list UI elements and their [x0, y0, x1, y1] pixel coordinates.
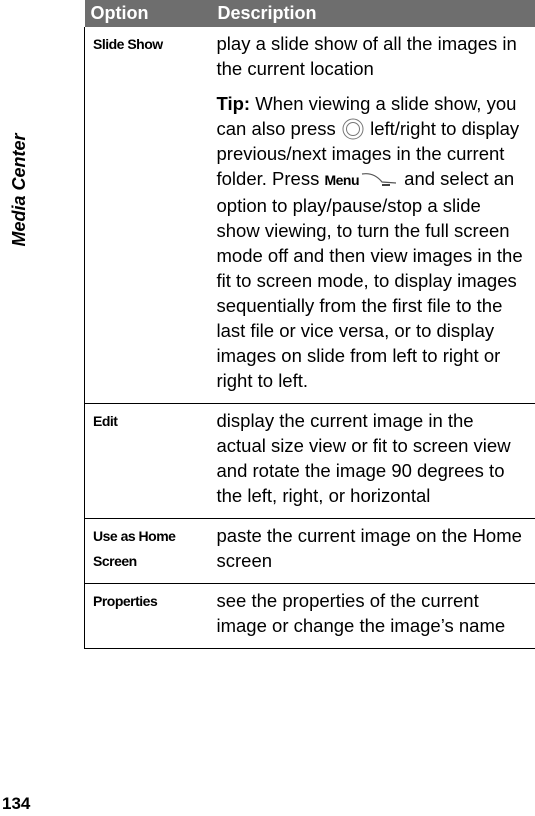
section-title: Media Center [9, 133, 29, 247]
table-row [85, 404, 535, 519]
table-row [85, 519, 535, 584]
options-table [84, 0, 535, 649]
nav-key-icon [342, 118, 364, 140]
table-row [85, 27, 535, 404]
table-row [85, 584, 535, 649]
option-description: see the properties of the current image or change the image’s name [212, 584, 535, 649]
option-description: display the current image in the actual size view or fit to screen view and rotate the image 90 degrees to the left, right, or horizontal [212, 404, 535, 519]
header-option: Option [85, 0, 212, 27]
header-description: Description [212, 0, 535, 27]
tip-text-2: left/right to display previous/next images in the current folder. Press [216, 118, 520, 189]
menu-key-label: Menu [324, 172, 360, 188]
option-name: Edit [85, 404, 212, 519]
tip-text-1: When viewing a slide show, you can also press [216, 93, 517, 139]
option-name: Use as Home Screen [85, 519, 212, 584]
option-description [212, 27, 535, 404]
page-number: 134 [2, 794, 31, 813]
tip-paragraph [217, 91, 528, 393]
menu-key-icon [360, 170, 398, 190]
option-name: Properties [85, 584, 212, 649]
tip-label: Tip: [216, 93, 251, 114]
table-header-row [85, 0, 535, 27]
option-description: paste the current image on the Home screen [212, 519, 535, 584]
option-name: Slide Show [85, 27, 212, 404]
tip-text-3: and select an option to play/pause/stop a slide show viewing, to turn the full screen mode off and then view images in the fit to screen mode, to display images sequentially from the first file to the last file or vice versa, or to display images on slide from left to right or right to left. [216, 168, 523, 391]
description-text: play a slide show of all the images in the current location [216, 33, 517, 79]
